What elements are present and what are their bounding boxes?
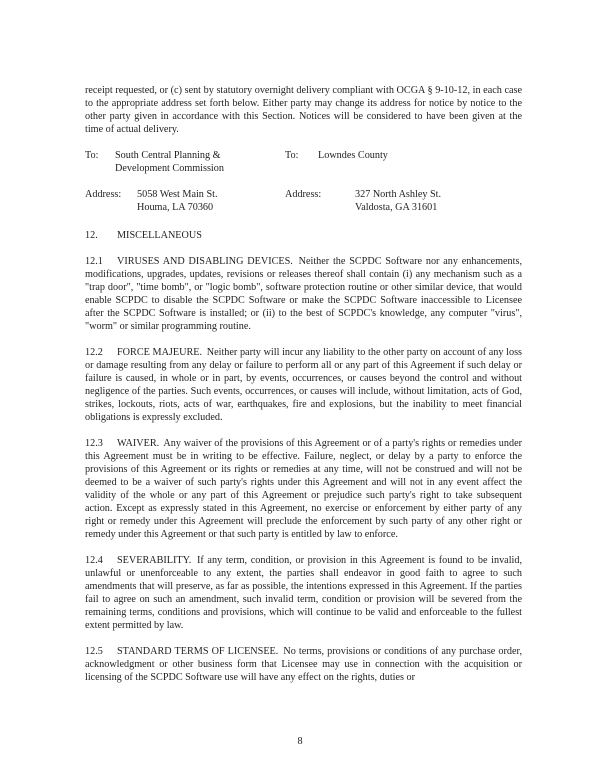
notice-address-right (285, 188, 522, 214)
notice-to-right (285, 149, 522, 175)
subsection-12-3-number: 12.3 (85, 438, 103, 449)
to-label-left: To: (85, 150, 99, 161)
intro-paragraph: receipt requested, or (c) sent by statutory overnight delivery compliant with OCGA § 9-10-12, in each case to the appropriate address set forth below. Either party may change its address for notice by notice to the other party given in accordance with this Section. Notices will be considered to have been given at the time of actual delivery. (85, 85, 522, 135)
subsection-12-3 (85, 437, 522, 541)
subsection-12-5-body: No terms, provisions or conditions of any purchase order, acknowledgment or other business form that Licensee may use in connection with the acquisition or licensing of the SCPDC Software use will have any effect on the rights, duties or (85, 646, 523, 683)
subsection-12-1 (85, 255, 522, 333)
address-right-line1: 327 North Ashley St. (355, 189, 442, 200)
to-value-left-line2: Development Commission (115, 163, 224, 174)
subsection-12-1-title: VIRUSES AND DISABLING DEVICES. (117, 256, 293, 267)
notice-address-left (85, 188, 285, 214)
subsection-12-5-number: 12.5 (85, 646, 103, 657)
subsection-12-5 (85, 645, 522, 684)
to-value-right (318, 149, 388, 162)
subsection-12-3-body: Any waiver of the provisions of this Agreement or of a party's rights or remedies under this Agreement must be in writing to be effective. Failure, neglect, or delay by a party to enforce the provisions of this Agreement or its rights or remedies at any time, will not be construed and will not be deemed to be a waiver of such party's rights under this Agreement and will not in any event affect the validity of the whole or any part of this Agreement or prejudice such party's right to take subsequent action. Except as expressly stated in this Agreement, no exercise or enforcement by either party of any right or remedy under this Agreement will preclude the enforcement by such party of any other right or remedy under this Agreement or that such party is entitled by law to enforce. (85, 438, 522, 540)
subsection-12-5-title: STANDARD TERMS OF LICENSEE. (117, 646, 279, 657)
address-label-right: Address: (285, 189, 322, 200)
subsection-12-4-title: SEVERABILITY. (117, 555, 192, 566)
address-left-line2: Houma, LA 70360 (137, 202, 214, 213)
address-right-line2: Valdosta, GA 31601 (355, 202, 438, 213)
subsection-12-2-title: FORCE MAJEURE. (117, 347, 203, 358)
notices-block (85, 149, 522, 214)
subsection-12-4 (85, 554, 522, 632)
section-heading (85, 229, 522, 242)
to-value-left-line1: South Central Planning & (115, 150, 221, 161)
subsection-12-1-number: 12.1 (85, 256, 103, 267)
subsection-12-2 (85, 346, 522, 424)
subsection-12-2-body: Neither party will incur any liability to the other party on account of any loss or damage resulting from any delay or failure to perform all or any part of this Agreement if such delay or failure is caused, in whole or in part, by events, occurrences, or causes beyond the control and without negligence of the parties. Such events, occurrences, or causes will include, without limitation, acts of God, strikes, lockouts, riots, acts of war, earthquakes, fire and explosions, but the inability to meet financial obligations is expressly excluded. (85, 347, 523, 423)
to-label-right: To: (285, 150, 299, 161)
section-number: 12. (85, 230, 98, 241)
subsection-12-2-number: 12.2 (85, 347, 103, 358)
to-value-right-line1: Lowndes County (318, 150, 388, 161)
subsection-12-4-number: 12.4 (85, 555, 103, 566)
notice-to-left (85, 149, 285, 175)
subsection-12-1-body: Neither the SCPDC Software nor any enhancements, modifications, upgrades, updates, revisions or releases thereof shall contain (i) any mechanism such as a "trap door", "time bomb", or "logic bomb", software protection routine or other similar device, that would enable SCPDC to disable the SCPDC Software or make the SCPDC Software inaccessible to Licensee after the SCPDC Software is installed; or (ii) to the best of SCPDC's knowledge, any computer "virus", "worm" or similar programming routine. (85, 256, 522, 332)
subsection-12-4-body: If any term, condition, or provision in this Agreement is found to be invalid, unlawful or unenforceable to any extent, the parties shall endeavor in good faith to agree to such amendments that will preserve, as far as possible, the intentions expressed in this Agreement. If the parties fail to agree on such an amendment, such invalid term, condition or provision will be severed from the remaining terms, conditions and provisions, which will continue to be valid and enforceable to the fullest extent permitted by law. (85, 555, 522, 631)
address-left-line1: 5058 West Main St. (137, 189, 218, 200)
address-label-left: Address: (85, 189, 122, 200)
page-number: 8 (297, 736, 303, 747)
address-value-right (355, 188, 441, 214)
address-value-left (137, 188, 218, 214)
to-value-left (115, 149, 224, 175)
section-title: MISCELLANEOUS (117, 230, 202, 241)
subsection-12-3-title: WAIVER. (117, 438, 160, 449)
